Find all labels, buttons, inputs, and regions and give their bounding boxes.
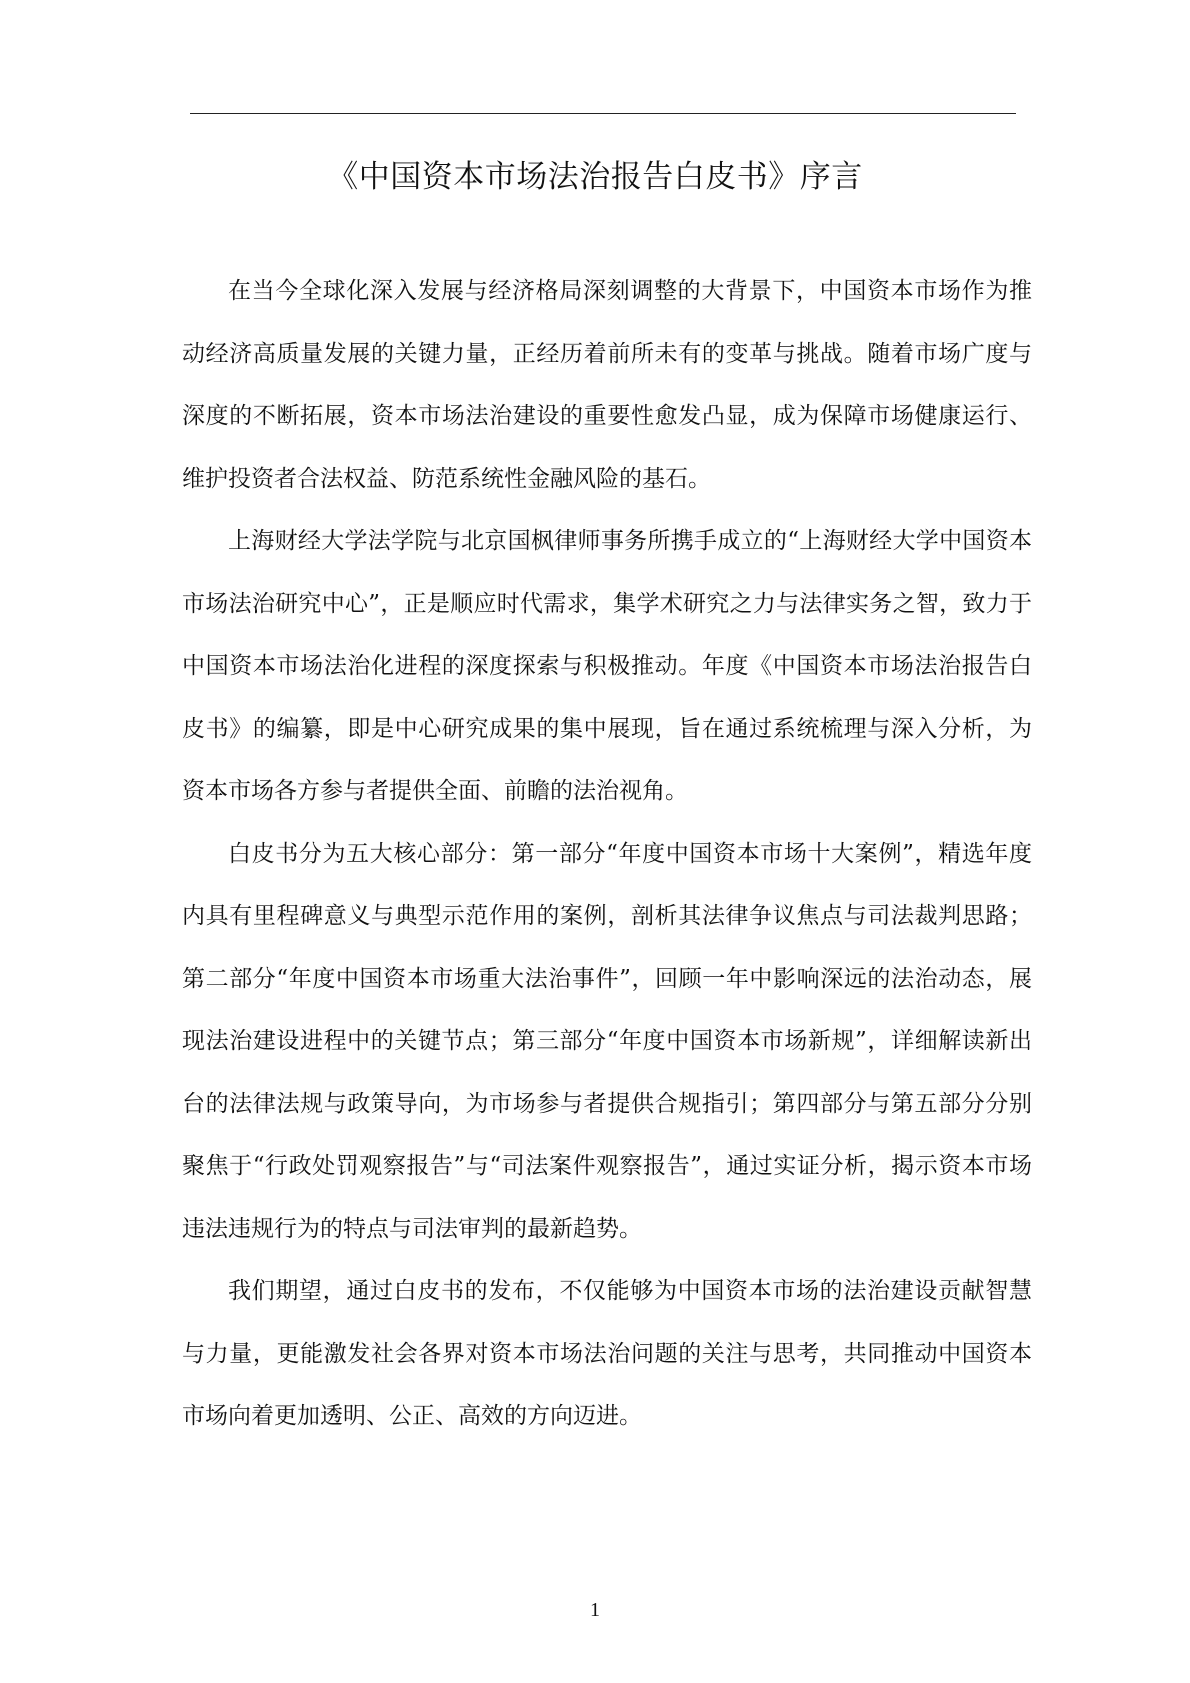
document-body xyxy=(182,260,1032,1448)
header-rule xyxy=(190,113,1016,114)
page-number: 1 xyxy=(590,1599,600,1621)
document-title: 《中国资本市场法治报告白皮书》序言 xyxy=(327,159,863,195)
paragraph-4: 我们期望，通过白皮书的发布，不仅能够为中国资本市场的法治建设贡献智慧与力量，更能激发社会各界对资本市场法治问题的关注与思考，共同推动中国资本市场向着更加透明、公正、高效的方向迈进。 xyxy=(182,1278,1032,1429)
paragraph-2: 上海财经大学法学院与北京国枫律师事务所携手成立的“上海财经大学中国资本市场法治研究中心”，正是顺应时代需求，集学术研究之力与法律实务之智，致力于中国资本市场法治化进程的深度探索与积极推动。年度《中国资本市场法治报告白皮书》的编纂，即是中心研究成果的集中展现，旨在通过系统梳理与深入分析，为资本市场各方参与者提供全面、前瞻的法治视角。 xyxy=(182,528,1032,804)
paragraph-3: 白皮书分为五大核心部分：第一部分“年度中国资本市场十大案例”，精选年度内具有里程碑意义与典型示范作用的案例，剖析其法律争议焦点与司法裁判思路；第二部分“年度中国资本市场重大法治事件”，回顾一年中影响深远的法治动态，展现法治建设进程中的关键节点；第三部分“年度中国资本市场新规”，详细解读新出台的法律法规与政策导向，为市场参与者提供合规指引；第四部分与第五部分分别聚焦于“行政处罚观察报告”与“司法案件观察报告”，通过实证分析，揭示资本市场违法违规行为的特点与司法审判的最新趋势。 xyxy=(182,840,1032,1242)
paragraph-1: 在当今全球化深入发展与经济格局深刻调整的大背景下，中国资本市场作为推动经济高质量发展的关键力量，正经历着前所未有的变革与挑战。随着市场广度与深度的不断拓展，资本市场法治建设的重要性愈发凸显，成为保障市场健康运行、维护投资者合法权益、防范系统性金融风险的基石。 xyxy=(182,278,1032,492)
